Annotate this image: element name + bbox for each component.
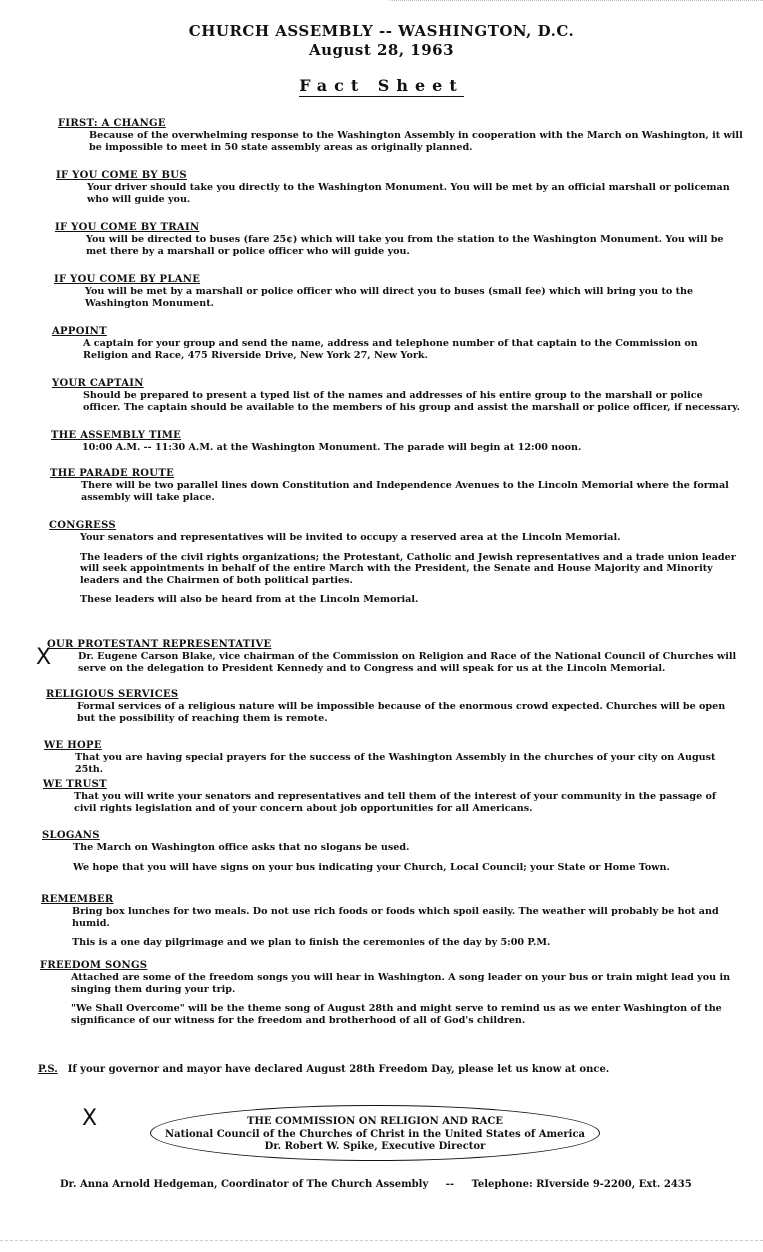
paragraph-gap — [80, 544, 740, 552]
section-paragraph: A captain for your group and send the name, address and telephone number of that captain to the Commission on Religion and Race, 475 Riverside Drive, New York 27, New York. — [83, 338, 698, 361]
section-body — [74, 791, 734, 814]
section-paragraph: Formal services of a religious nature will be impossible because of the enormous crowd expected. Churches will be open but the possibility of reaching them is remote. — [77, 701, 726, 724]
section-heading: IF YOU COME BY TRAIN — [55, 222, 200, 233]
section-paragraph: These leaders will also be heard from at the Lincoln Memorial. — [80, 594, 419, 605]
section-body — [85, 286, 745, 309]
section-paragraph: "We Shall Overcome" will be the theme song of August 28th and might serve to remind us as we enter Washington of the significance of our witness for the freedom and brotherhood of all of God's children. — [71, 1003, 722, 1026]
section-heading: APPOINT — [52, 326, 107, 337]
section-body — [80, 532, 740, 606]
section-paragraph: There will be two parallel lines down Constitution and Independence Avenues to the Lincoln Memorial where the formal assembly will take place. — [81, 480, 729, 503]
section-heading: SLOGANS — [42, 830, 100, 841]
header-line-1: CHURCH ASSEMBLY -- WASHINGTON, D.C. — [188, 22, 575, 40]
section-paragraph: You will be directed to buses (fare 25¢) which will take you from the station to the Washington Monument. You will be met there by a marshall or police officer who will guide you. — [86, 234, 724, 257]
section — [44, 740, 744, 775]
section-paragraph: This is a one day pilgrimage and we plan to finish the ceremonies of the day by 5:00 P.M. — [72, 937, 551, 948]
section-body — [78, 651, 738, 674]
x-mark-left: X — [36, 645, 52, 670]
section — [42, 830, 742, 873]
section-heading: THE PARADE ROUTE — [50, 468, 174, 479]
section-paragraph: The leaders of the civil rights organizations; the Protestant, Catholic and Jewish representatives and a trade union leader will seek appointments in behalf of the entire March with the President, the Senate and House Majority and Minority leaders and the Chairmen of both political parties. — [80, 551, 736, 586]
header-line-2: August 28, 1963 — [308, 41, 455, 59]
signature-line-1: THE COMMISSION ON RELIGION AND RACE — [247, 1116, 503, 1127]
section-paragraph: That you will write your senators and representatives and tell them of the interest of your community in the passage of civil rights legislation and of your concern about job opportunities for all Americans. — [74, 791, 717, 814]
section-paragraph: 10:00 A.M. -- 11:30 A.M. at the Washington Monument. The parade will begin at 12:00 noon. — [82, 442, 582, 453]
section-paragraph: That you are having special prayers for the success of the Washington Assembly in the churches of your city on August 25th. — [75, 752, 716, 775]
section-heading: REMEMBER — [41, 894, 114, 905]
section — [56, 170, 756, 205]
section-heading: FREEDOM SONGS — [40, 960, 148, 971]
section — [51, 430, 751, 454]
section — [43, 779, 743, 814]
paragraph-gap — [71, 995, 731, 1003]
footer-telephone: Telephone: RIverside 9-2200, Ext. 2435 — [471, 1179, 692, 1190]
section-heading: OUR PROTESTANT REPRESENTATIVE — [47, 639, 272, 650]
section-body — [75, 752, 735, 775]
section-body — [81, 480, 741, 503]
section-heading: IF YOU COME BY PLANE — [54, 274, 201, 285]
section-paragraph: We hope that you will have signs on your bus indicating your Church, Local Council; your State or Home Town. — [73, 861, 670, 873]
section-heading: YOUR CAPTAIN — [52, 378, 144, 389]
section-body — [71, 972, 731, 1026]
footer — [60, 1179, 700, 1190]
section-body — [77, 701, 737, 724]
section-paragraph: Should be prepared to present a typed list of the names and addresses of his entire group to the marshall or police officer. The captain should be available to the members of his group and assist the marshall or police officer, if necessary. — [83, 390, 740, 413]
signature-line-3: Dr. Robert W. Spike, Executive Director — [264, 1141, 486, 1152]
section-heading: IF YOU COME BY BUS — [56, 170, 187, 181]
section-heading: WE HOPE — [44, 740, 102, 751]
section — [41, 894, 741, 949]
ps-label: P.S. — [38, 1064, 58, 1075]
section-body — [86, 234, 746, 257]
signature-line-2: National Council of the Churches of Christ in the United States of America — [164, 1128, 586, 1140]
section-body — [83, 338, 743, 361]
section — [47, 639, 747, 674]
signature-oval — [150, 1105, 600, 1161]
section-heading: RELIGIOUS SERVICES — [46, 689, 179, 700]
section — [50, 468, 750, 503]
section-body — [89, 130, 749, 153]
section-body — [83, 390, 743, 413]
bottom-line — [0, 1240, 763, 1241]
section-paragraph: Attached are some of the freedom songs you will hear in Washington. A song leader on your bus or train might lead you in singing them during your trip. — [71, 972, 731, 995]
section — [58, 118, 758, 153]
section — [55, 222, 755, 257]
section-heading: FIRST: A CHANGE — [58, 118, 166, 129]
section-paragraph: Dr. Eugene Carson Blake, vice chairman of the Commission on Religion and Race of the National Council of Churches will serve on the delegation to President Kennedy and to Congress and will speak for us at the Lincoln Memorial. — [78, 651, 737, 674]
section — [54, 274, 754, 309]
section-heading: THE ASSEMBLY TIME — [51, 430, 182, 441]
section-heading: WE TRUST — [43, 779, 107, 790]
section-paragraph: Your driver should take you directly to the Washington Monument. You will be met by an official marshall or policeman who will guide you. — [87, 182, 730, 205]
x-mark-signature: X — [82, 1106, 98, 1131]
footer-coordinator: Dr. Anna Arnold Hedgeman, Coordinator of The Church Assembly — [60, 1179, 429, 1190]
section — [40, 960, 740, 1026]
section-paragraph: Because of the overwhelming response to the Washington Assembly in cooperation with the March on Washington, it will be impossible to meet in 50 state assembly areas as originally planned. — [89, 130, 743, 153]
section — [49, 520, 749, 606]
paragraph-gap — [72, 929, 732, 937]
section-paragraph: Bring box lunches for two meals. Do not use rich foods or foods which spoil easily. The weather will probably be hot and humid. — [72, 906, 719, 929]
footer-separator: -- — [445, 1179, 455, 1190]
section-body — [82, 442, 742, 454]
section — [46, 689, 746, 724]
section-heading: CONGRESS — [49, 520, 116, 531]
section-body — [73, 842, 733, 873]
section-paragraph: You will be met by a marshall or police officer who will direct you to buses (small fee) which will bring you to the Washington Monument. — [85, 286, 694, 309]
section — [52, 326, 752, 361]
subtitle — [0, 76, 763, 95]
ps-note — [38, 1064, 609, 1075]
section-body — [87, 182, 747, 205]
top-dotted-line — [390, 0, 763, 1]
paragraph-gap — [73, 854, 733, 862]
section-paragraph: Your senators and representatives will be invited to occupy a reserved area at the Lincoln Memorial. — [80, 532, 621, 543]
section-paragraph: The March on Washington office asks that no slogans be used. — [73, 842, 410, 853]
paragraph-gap — [80, 586, 740, 594]
section-body — [72, 906, 732, 949]
ps-text: If your governor and mayor have declared August 28th Freedom Day, please let us know at once. — [67, 1064, 610, 1075]
section — [52, 378, 752, 413]
subtitle-text: Fact Sheet — [299, 76, 464, 95]
